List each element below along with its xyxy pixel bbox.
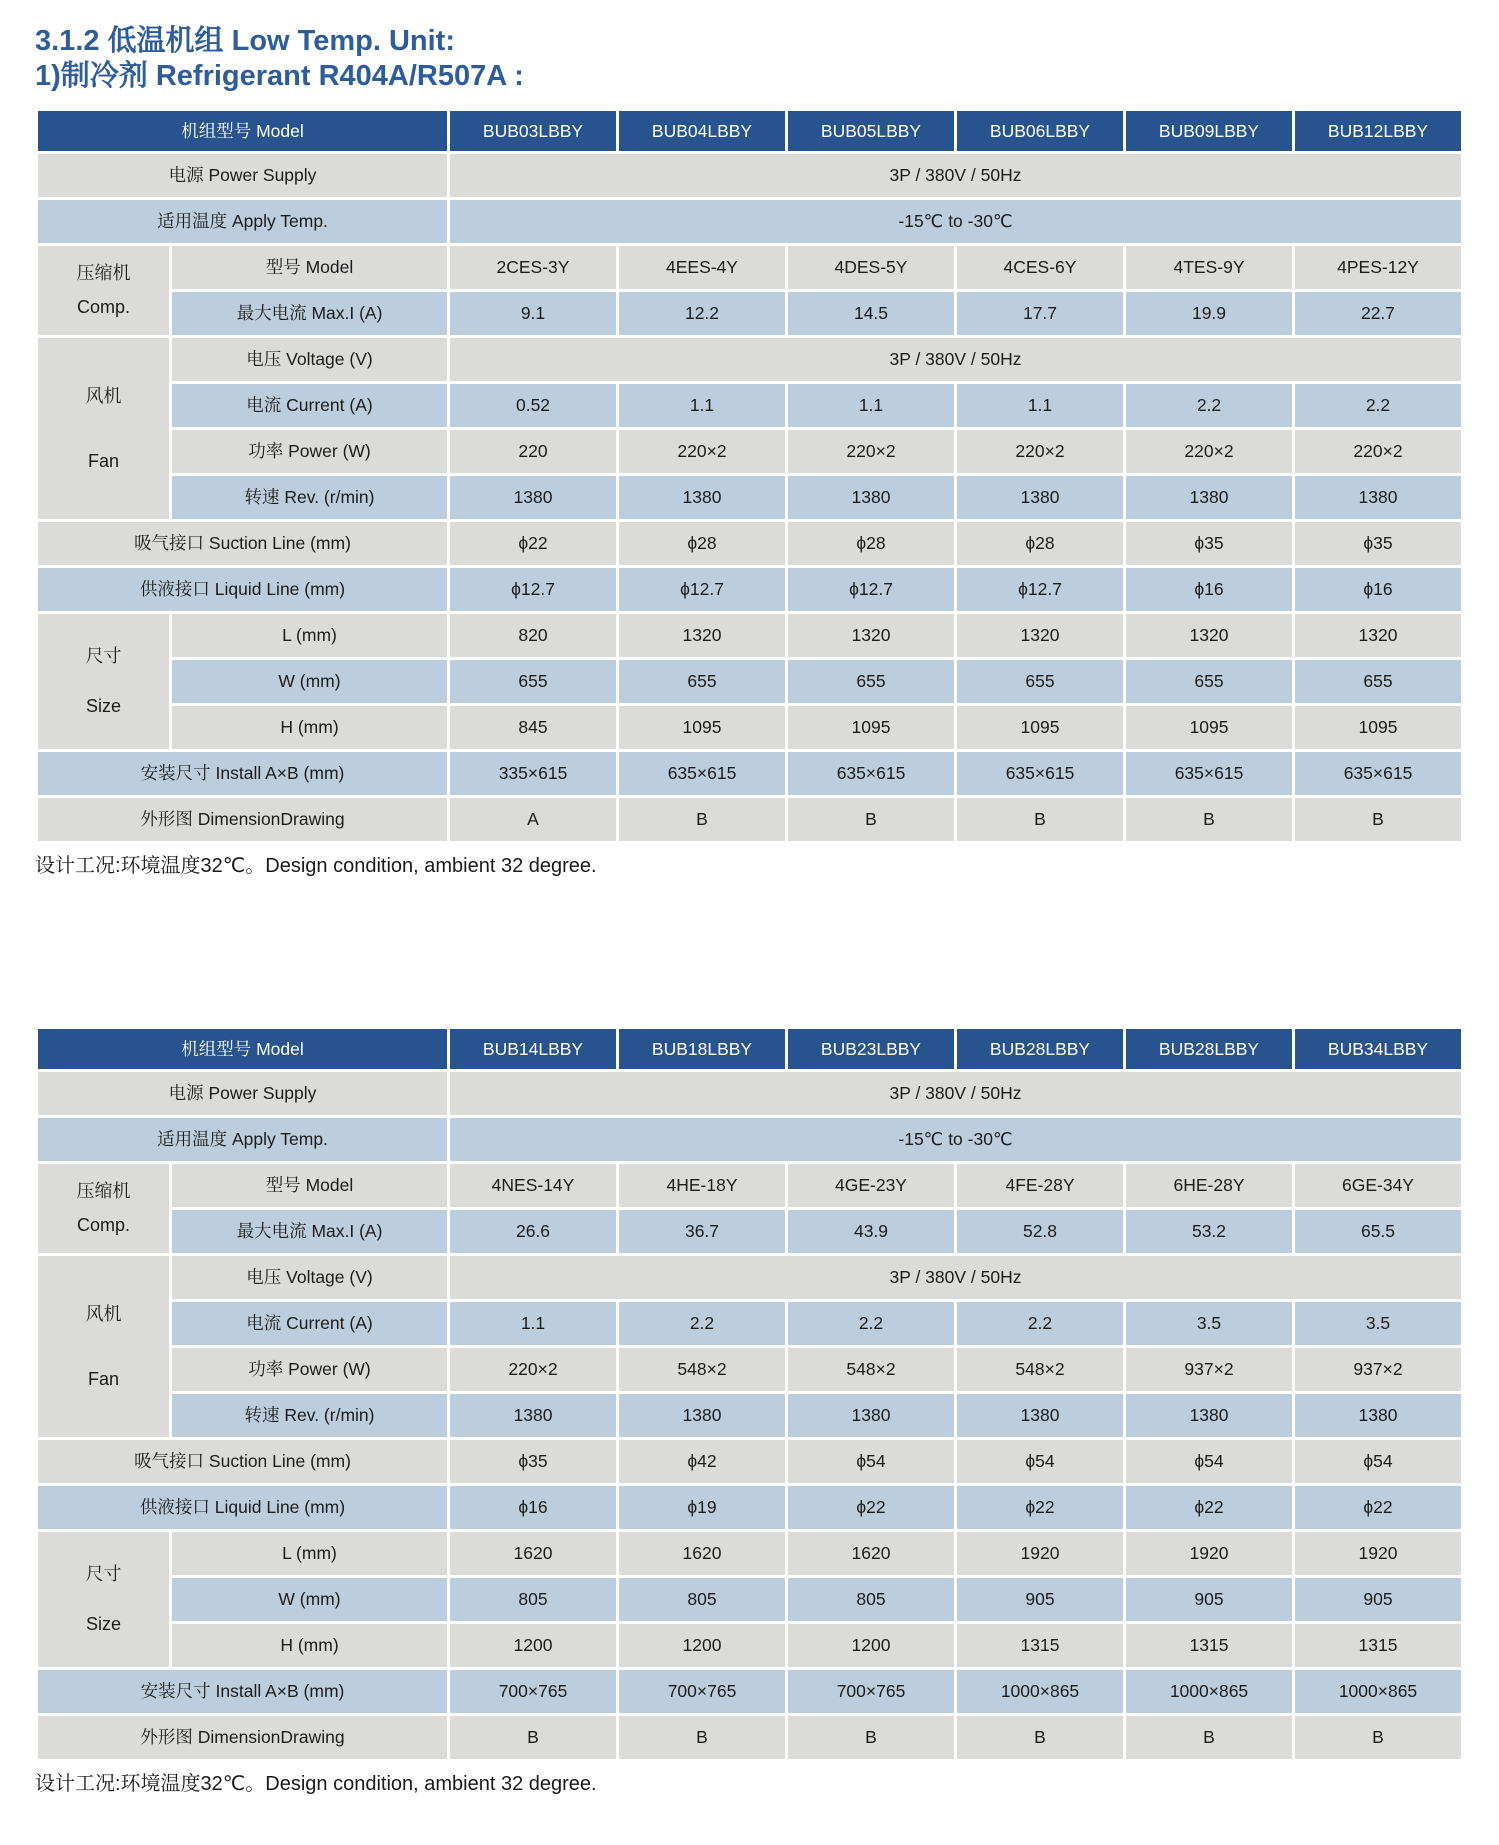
row-group-cell xyxy=(37,1255,171,1439)
value-cell: 1320 xyxy=(618,613,787,659)
model-header-cell: BUB28LBBY xyxy=(956,1028,1125,1071)
value-cell: ϕ28 xyxy=(787,521,956,567)
value-cell: 4CES-6Y xyxy=(956,245,1125,291)
group-label-line: Size xyxy=(85,696,121,717)
value-cell: B xyxy=(1294,797,1463,843)
row-label-cell: 电压 Voltage (V) xyxy=(171,1255,449,1301)
group-label xyxy=(38,1259,169,1434)
value-cell: 1380 xyxy=(1125,475,1294,521)
value-cell: ϕ35 xyxy=(1294,521,1463,567)
value-cell: 1000×865 xyxy=(1125,1669,1294,1715)
row-label-cell: W (mm) xyxy=(171,659,449,705)
value-cell: B xyxy=(956,1715,1125,1761)
value-cell: B xyxy=(1125,1715,1294,1761)
group-label-line: 压缩机 xyxy=(76,1180,131,1201)
value-cell: 635×615 xyxy=(956,751,1125,797)
row-group-cell xyxy=(37,245,171,337)
value-cell: 655 xyxy=(1125,659,1294,705)
group-label-line: 尺寸 xyxy=(85,1564,122,1585)
value-cell: ϕ54 xyxy=(1125,1439,1294,1485)
value-cell: 6GE-34Y xyxy=(1294,1163,1463,1209)
value-cell: 655 xyxy=(618,659,787,705)
value-cell: ϕ42 xyxy=(618,1439,787,1485)
model-header-cell: BUB14LBBY xyxy=(449,1028,618,1071)
value-cell: A xyxy=(449,797,618,843)
value-cell: 1380 xyxy=(956,1393,1125,1439)
value-cell: 820 xyxy=(449,613,618,659)
value-cell: 548×2 xyxy=(956,1347,1125,1393)
value-cell: ϕ22 xyxy=(787,1485,956,1531)
value-cell: 655 xyxy=(956,659,1125,705)
row-label-cell: 供液接口 Liquid Line (mm) xyxy=(37,1485,449,1531)
value-cell: 700×765 xyxy=(618,1669,787,1715)
value-cell: B xyxy=(618,1715,787,1761)
row-label-cell: 适用温度 Apply Temp. xyxy=(37,1117,449,1163)
table-row xyxy=(37,1439,1463,1485)
value-cell: 220×2 xyxy=(449,1347,618,1393)
table-row xyxy=(37,521,1463,567)
table-row xyxy=(37,1623,1463,1669)
value-cell: 1095 xyxy=(956,705,1125,751)
row-label-cell: 外形图 DimensionDrawing xyxy=(37,797,449,843)
value-cell: 65.5 xyxy=(1294,1209,1463,1255)
title-block xyxy=(35,24,1463,94)
group-label-line: Comp. xyxy=(76,1215,130,1236)
table-row xyxy=(37,1669,1463,1715)
row-label-cell: 最大电流 Max.I (A) xyxy=(171,291,449,337)
model-header-cell: BUB04LBBY xyxy=(618,110,787,153)
value-cell: ϕ22 xyxy=(1125,1485,1294,1531)
value-cell: 14.5 xyxy=(787,291,956,337)
row-label-cell: 转速 Rev. (r/min) xyxy=(171,1393,449,1439)
table-row xyxy=(37,475,1463,521)
value-cell: 937×2 xyxy=(1294,1347,1463,1393)
footnote-2: 设计工况:环境温度32℃。Design condition, ambient 32 degree. xyxy=(35,1773,597,1795)
group-label-line: Fan xyxy=(87,1368,120,1389)
table-row xyxy=(37,245,1463,291)
span-value-cell: 3P / 380V / 50Hz xyxy=(449,1255,1463,1301)
value-cell: 635×615 xyxy=(618,751,787,797)
value-cell: 1200 xyxy=(618,1623,787,1669)
table-row xyxy=(37,1117,1463,1163)
value-cell: 1620 xyxy=(449,1531,618,1577)
group-label xyxy=(38,249,169,332)
value-cell: B xyxy=(449,1715,618,1761)
value-cell: 2.2 xyxy=(1125,383,1294,429)
value-cell: ϕ19 xyxy=(618,1485,787,1531)
table-row xyxy=(37,291,1463,337)
value-cell: ϕ12.7 xyxy=(787,567,956,613)
row-label-cell: 电源 Power Supply xyxy=(37,153,449,199)
spec-table xyxy=(35,1026,1464,1762)
table-row xyxy=(37,337,1463,383)
value-cell: 3.5 xyxy=(1125,1301,1294,1347)
value-cell: 19.9 xyxy=(1125,291,1294,337)
value-cell: 1320 xyxy=(956,613,1125,659)
value-cell: 4GE-23Y xyxy=(787,1163,956,1209)
value-cell: 1380 xyxy=(618,475,787,521)
group-label xyxy=(38,341,169,516)
group-label xyxy=(38,1167,169,1250)
page-subtitle: 1)制冷剂 Refrigerant R404A/R507A : xyxy=(35,60,524,92)
row-group-cell xyxy=(37,337,171,521)
value-cell: 1000×865 xyxy=(1294,1669,1463,1715)
value-cell: ϕ16 xyxy=(1125,567,1294,613)
page-title: 3.1.2 低温机组 Low Temp. Unit: xyxy=(35,25,455,57)
value-cell: 1315 xyxy=(1294,1623,1463,1669)
value-cell: 1095 xyxy=(1294,705,1463,751)
model-header-cell: BUB34LBBY xyxy=(1294,1028,1463,1071)
value-cell: 220×2 xyxy=(1125,429,1294,475)
value-cell: ϕ35 xyxy=(449,1439,618,1485)
value-cell: 1095 xyxy=(618,705,787,751)
value-cell: B xyxy=(1125,797,1294,843)
group-label xyxy=(38,1535,169,1664)
value-cell: 1620 xyxy=(787,1531,956,1577)
value-cell: 635×615 xyxy=(1294,751,1463,797)
value-cell: 805 xyxy=(618,1577,787,1623)
table-row xyxy=(37,705,1463,751)
header-row xyxy=(37,1028,1463,1071)
value-cell: 1315 xyxy=(1125,1623,1294,1669)
table-row xyxy=(37,1347,1463,1393)
value-cell: 4HE-18Y xyxy=(618,1163,787,1209)
value-cell: 1095 xyxy=(1125,705,1294,751)
row-label-cell: H (mm) xyxy=(171,705,449,751)
row-label-cell: 电流 Current (A) xyxy=(171,1301,449,1347)
table-row xyxy=(37,1209,1463,1255)
table-row xyxy=(37,567,1463,613)
value-cell: 845 xyxy=(449,705,618,751)
spec-table xyxy=(35,108,1464,844)
value-cell: B xyxy=(787,797,956,843)
value-cell: 17.7 xyxy=(956,291,1125,337)
header-row xyxy=(37,110,1463,153)
value-cell: 1.1 xyxy=(618,383,787,429)
value-cell: 2.2 xyxy=(1294,383,1463,429)
value-cell: B xyxy=(618,797,787,843)
value-cell: 905 xyxy=(956,1577,1125,1623)
value-cell: 4TES-9Y xyxy=(1125,245,1294,291)
value-cell: 548×2 xyxy=(618,1347,787,1393)
value-cell: 12.2 xyxy=(618,291,787,337)
value-cell: 1920 xyxy=(1294,1531,1463,1577)
value-cell: ϕ35 xyxy=(1125,521,1294,567)
value-cell: ϕ28 xyxy=(956,521,1125,567)
value-cell: 548×2 xyxy=(787,1347,956,1393)
value-cell: B xyxy=(1294,1715,1463,1761)
group-label-line: Size xyxy=(85,1614,121,1635)
value-cell: 6HE-28Y xyxy=(1125,1163,1294,1209)
model-header-cell: BUB06LBBY xyxy=(956,110,1125,153)
value-cell: B xyxy=(956,797,1125,843)
value-cell: 2.2 xyxy=(956,1301,1125,1347)
row-label-cell: H (mm) xyxy=(171,1623,449,1669)
row-label-cell: 功率 Power (W) xyxy=(171,429,449,475)
row-group-cell xyxy=(37,613,171,751)
value-cell: 1380 xyxy=(956,475,1125,521)
table-row xyxy=(37,1577,1463,1623)
value-cell: ϕ22 xyxy=(449,521,618,567)
row-label-cell: 吸气接口 Suction Line (mm) xyxy=(37,521,449,567)
group-label-line: 风机 xyxy=(85,385,122,406)
value-cell: 1320 xyxy=(1125,613,1294,659)
header-model-label-cell: 机组型号 Model xyxy=(37,1028,449,1071)
value-cell: 1380 xyxy=(618,1393,787,1439)
table-row xyxy=(37,1071,1463,1117)
spec-table-1 xyxy=(35,108,1463,844)
model-header-cell: BUB12LBBY xyxy=(1294,110,1463,153)
value-cell: B xyxy=(787,1715,956,1761)
value-cell: ϕ12.7 xyxy=(956,567,1125,613)
table-row xyxy=(37,1255,1463,1301)
value-cell: 655 xyxy=(1294,659,1463,705)
value-cell: 220×2 xyxy=(956,429,1125,475)
span-value-cell: -15℃ to -30℃ xyxy=(449,199,1463,245)
value-cell: 1920 xyxy=(956,1531,1125,1577)
value-cell: ϕ54 xyxy=(956,1439,1125,1485)
value-cell: 1200 xyxy=(449,1623,618,1669)
value-cell: 700×765 xyxy=(787,1669,956,1715)
value-cell: 905 xyxy=(1294,1577,1463,1623)
value-cell: 4FE-28Y xyxy=(956,1163,1125,1209)
row-label-cell: 型号 Model xyxy=(171,1163,449,1209)
model-header-cell: BUB09LBBY xyxy=(1125,110,1294,153)
group-label-line: 尺寸 xyxy=(85,646,122,667)
value-cell: 1380 xyxy=(449,475,618,521)
row-label-cell: W (mm) xyxy=(171,1577,449,1623)
value-cell: ϕ28 xyxy=(618,521,787,567)
row-label-cell: 最大电流 Max.I (A) xyxy=(171,1209,449,1255)
row-label-cell: L (mm) xyxy=(171,1531,449,1577)
row-label-cell: 电流 Current (A) xyxy=(171,383,449,429)
table-row xyxy=(37,1715,1463,1761)
value-cell: ϕ22 xyxy=(1294,1485,1463,1531)
row-label-cell: 供液接口 Liquid Line (mm) xyxy=(37,567,449,613)
value-cell: 700×765 xyxy=(449,1669,618,1715)
value-cell: 43.9 xyxy=(787,1209,956,1255)
value-cell: ϕ22 xyxy=(956,1485,1125,1531)
value-cell: 1380 xyxy=(449,1393,618,1439)
footnote-1: 设计工况:环境温度32℃。Design condition, ambient 32 degree. xyxy=(35,855,597,877)
value-cell: 1320 xyxy=(1294,613,1463,659)
table-row xyxy=(37,1301,1463,1347)
value-cell: 4NES-14Y xyxy=(449,1163,618,1209)
model-header-cell: BUB05LBBY xyxy=(787,110,956,153)
row-label-cell: 安装尺寸 Install A×B (mm) xyxy=(37,751,449,797)
spec-table-2 xyxy=(35,1026,1463,1762)
span-value-cell: -15℃ to -30℃ xyxy=(449,1117,1463,1163)
table-row xyxy=(37,429,1463,475)
value-cell: 335×615 xyxy=(449,751,618,797)
value-cell: 1380 xyxy=(1125,1393,1294,1439)
value-cell: 1920 xyxy=(1125,1531,1294,1577)
table-row xyxy=(37,613,1463,659)
table-row xyxy=(37,383,1463,429)
row-label-cell: 功率 Power (W) xyxy=(171,1347,449,1393)
value-cell: 9.1 xyxy=(449,291,618,337)
value-cell: 805 xyxy=(449,1577,618,1623)
group-label-line: 风机 xyxy=(85,1303,122,1324)
table-row xyxy=(37,1393,1463,1439)
value-cell: 1200 xyxy=(787,1623,956,1669)
table-row xyxy=(37,751,1463,797)
value-cell: 1.1 xyxy=(449,1301,618,1347)
value-cell: ϕ16 xyxy=(1294,567,1463,613)
value-cell: 4EES-4Y xyxy=(618,245,787,291)
value-cell: 937×2 xyxy=(1125,1347,1294,1393)
model-header-cell: BUB18LBBY xyxy=(618,1028,787,1071)
value-cell: 1.1 xyxy=(787,383,956,429)
value-cell: 805 xyxy=(787,1577,956,1623)
group-label-line: Fan xyxy=(87,450,120,471)
value-cell: 220×2 xyxy=(618,429,787,475)
span-value-cell: 3P / 380V / 50Hz xyxy=(449,153,1463,199)
value-cell: 1095 xyxy=(787,705,956,751)
value-cell: 2CES-3Y xyxy=(449,245,618,291)
value-cell: 0.52 xyxy=(449,383,618,429)
table-row xyxy=(37,1531,1463,1577)
value-cell: 220×2 xyxy=(1294,429,1463,475)
row-label-cell: 吸气接口 Suction Line (mm) xyxy=(37,1439,449,1485)
value-cell: 1380 xyxy=(787,475,956,521)
row-label-cell: 转速 Rev. (r/min) xyxy=(171,475,449,521)
value-cell: 36.7 xyxy=(618,1209,787,1255)
header-model-label-cell: 机组型号 Model xyxy=(37,110,449,153)
value-cell: 22.7 xyxy=(1294,291,1463,337)
value-cell: 1000×865 xyxy=(956,1669,1125,1715)
row-group-cell xyxy=(37,1163,171,1255)
value-cell: ϕ54 xyxy=(1294,1439,1463,1485)
value-cell: 53.2 xyxy=(1125,1209,1294,1255)
value-cell: 1380 xyxy=(1294,475,1463,521)
model-header-cell: BUB23LBBY xyxy=(787,1028,956,1071)
value-cell: 2.2 xyxy=(618,1301,787,1347)
value-cell: ϕ12.7 xyxy=(618,567,787,613)
value-cell: 1380 xyxy=(787,1393,956,1439)
value-cell: 1.1 xyxy=(956,383,1125,429)
row-label-cell: 型号 Model xyxy=(171,245,449,291)
value-cell: ϕ12.7 xyxy=(449,567,618,613)
value-cell: 635×615 xyxy=(1125,751,1294,797)
table-row xyxy=(37,1485,1463,1531)
model-header-cell: BUB28LBBY xyxy=(1125,1028,1294,1071)
value-cell: 1620 xyxy=(618,1531,787,1577)
value-cell: ϕ54 xyxy=(787,1439,956,1485)
value-cell: 1380 xyxy=(1294,1393,1463,1439)
value-cell: 4DES-5Y xyxy=(787,245,956,291)
table-row xyxy=(37,199,1463,245)
value-cell: 2.2 xyxy=(787,1301,956,1347)
row-label-cell: 电源 Power Supply xyxy=(37,1071,449,1117)
value-cell: 220×2 xyxy=(787,429,956,475)
value-cell: 655 xyxy=(787,659,956,705)
table-row xyxy=(37,153,1463,199)
value-cell: ϕ16 xyxy=(449,1485,618,1531)
table-row xyxy=(37,797,1463,843)
value-cell: 1320 xyxy=(787,613,956,659)
span-value-cell: 3P / 380V / 50Hz xyxy=(449,1071,1463,1117)
value-cell: 905 xyxy=(1125,1577,1294,1623)
row-label-cell: 安装尺寸 Install A×B (mm) xyxy=(37,1669,449,1715)
row-label-cell: L (mm) xyxy=(171,613,449,659)
group-label-line: Comp. xyxy=(76,297,130,318)
model-header-cell: BUB03LBBY xyxy=(449,110,618,153)
value-cell: 52.8 xyxy=(956,1209,1125,1255)
value-cell: 3.5 xyxy=(1294,1301,1463,1347)
table-row xyxy=(37,1163,1463,1209)
span-value-cell: 3P / 380V / 50Hz xyxy=(449,337,1463,383)
group-label-line: 压缩机 xyxy=(76,262,131,283)
value-cell: 1315 xyxy=(956,1623,1125,1669)
value-cell: 635×615 xyxy=(787,751,956,797)
row-label-cell: 电压 Voltage (V) xyxy=(171,337,449,383)
value-cell: 655 xyxy=(449,659,618,705)
row-label-cell: 外形图 DimensionDrawing xyxy=(37,1715,449,1761)
value-cell: 26.6 xyxy=(449,1209,618,1255)
value-cell: 4PES-12Y xyxy=(1294,245,1463,291)
group-label xyxy=(38,617,169,746)
value-cell: 220 xyxy=(449,429,618,475)
row-label-cell: 适用温度 Apply Temp. xyxy=(37,199,449,245)
row-group-cell xyxy=(37,1531,171,1669)
table-row xyxy=(37,659,1463,705)
